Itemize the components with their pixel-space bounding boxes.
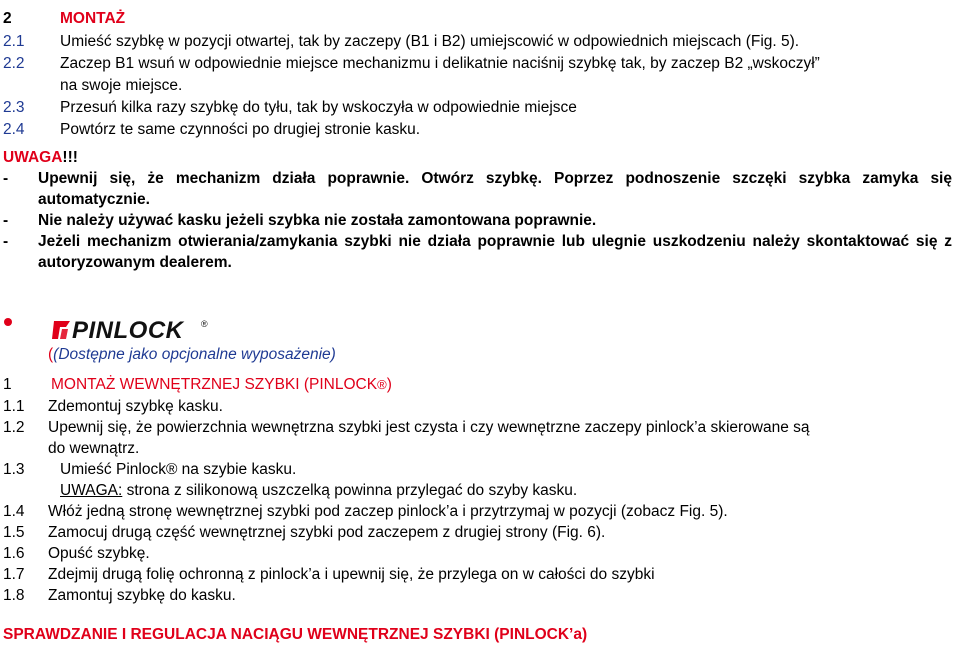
item-number: 2.1 [3,33,25,50]
item-text: Włóż jedną stronę wewnętrznej szybki pod zaczep pinlock’a i przytrzymaj w pozycji (zobacz Fig. 5). [48,503,728,520]
warning-heading [3,147,78,168]
pinlock-note [60,480,577,501]
item-number: 1.2 [3,419,25,436]
item-text-continued: na swoje miejsce. [60,77,183,94]
registered-mark: ® [201,319,208,329]
item-number: 1.3 [3,461,25,478]
section2-title: MONTAŻ [60,10,126,27]
dash: - [3,212,9,229]
item-text: Zaczep B1 wsuń w odpowiednie miejsce mechanizmu i delikatnie naciśnij szybkę tak, by zaczep B2 „wskoczył” [60,55,820,72]
section1-number: 1 [3,376,12,393]
item-number: 1.1 [3,398,25,415]
warning-text: Upewnij się, że mechanizm działa poprawnie. Otwórz szybkę. Poprzez podnoszenie szczęki szybka zamyka się automatycznie. [38,170,952,208]
note-text: strona z silikonową uszczelką powinna przylegać do szyby kasku. [122,482,578,499]
item-text: Zamocuj drugą część wewnętrznej szybki pod zaczepem z drugiej strony (Fig. 6). [48,524,606,541]
item-text: Zamontuj szybkę do kasku. [48,587,236,604]
warning-text: Nie należy używać kasku jeżeli szybka nie została zamontowana poprawnie. [38,212,597,229]
item-text: Umieść Pinlock® na szybie kasku. [60,461,297,478]
warning-exclaim: !!! [62,149,78,166]
item-number: 2.4 [3,121,25,138]
item-text: Upewnij się, że powierzchnia wewnętrzna szybki jest czysta i czy wewnętrzne zaczepy pinlock’a skierowane są [48,419,810,436]
optional-note-text: (Dostępne jako opcjonalne wyposażenie) [53,346,336,363]
item-text: Powtórz te same czynności po drugiej stronie kasku. [60,121,421,138]
dash: - [3,233,9,250]
dash: - [3,170,9,187]
item-text: Zdemontuj szybkę kasku. [48,398,223,415]
item-number: 1.6 [3,545,25,562]
bullet-icon [4,318,12,326]
item-text: Przesuń kilka razy szybkę do tyłu, tak by wskoczyła w odpowiednie miejsce [60,99,577,116]
item-number: 1.7 [3,566,25,583]
item-number: 1.4 [3,503,25,520]
pinlock-logo-text: PINLOCK [72,317,184,343]
section2-number: 2 [3,10,12,27]
footer-heading: SPRAWDZANIE I REGULACJA NACIĄGU WEWNĘTRZNEJ SZYBKI (PINLOCK’a) [3,626,588,643]
item-number: 2.3 [3,99,25,116]
item-number: 2.2 [3,55,25,72]
section1-heading [3,374,392,395]
pinlock-logo [52,317,212,343]
item-text: Zdejmij drugą folię ochronną z pinlock’a i upewnij się, że przylega on w całości do szybki [48,566,655,583]
registered-mark: ® [377,377,387,392]
section2-heading [3,8,126,29]
note-label: UWAGA: [60,482,123,499]
optional-note: ((Dostępne jako opcjonalne wyposażenie) [48,346,336,363]
warning-text: Jeżeli mechanizm otwierania/zamykania szybki nie działa poprawnie lub ulegnie uszkodzeniu należy skontaktować się z autoryzowanym dealerem. [38,233,952,271]
item-number: 1.5 [3,524,25,541]
item-number: 1.8 [3,587,25,604]
item-text: Umieść szybkę w pozycji otwartej, tak by zaczepy (B1 i B2) umiejscowić w odpowiednich miejscach (Fig. 5). [60,33,800,50]
section1-title: MONTAŻ WEWNĘTRZNEJ SZYBKI (PINLOCK®) [51,376,392,393]
item-text: Opuść szybkę. [48,545,150,562]
warning-label: UWAGA [3,149,63,166]
item-text-continued: do wewnątrz. [48,440,140,457]
